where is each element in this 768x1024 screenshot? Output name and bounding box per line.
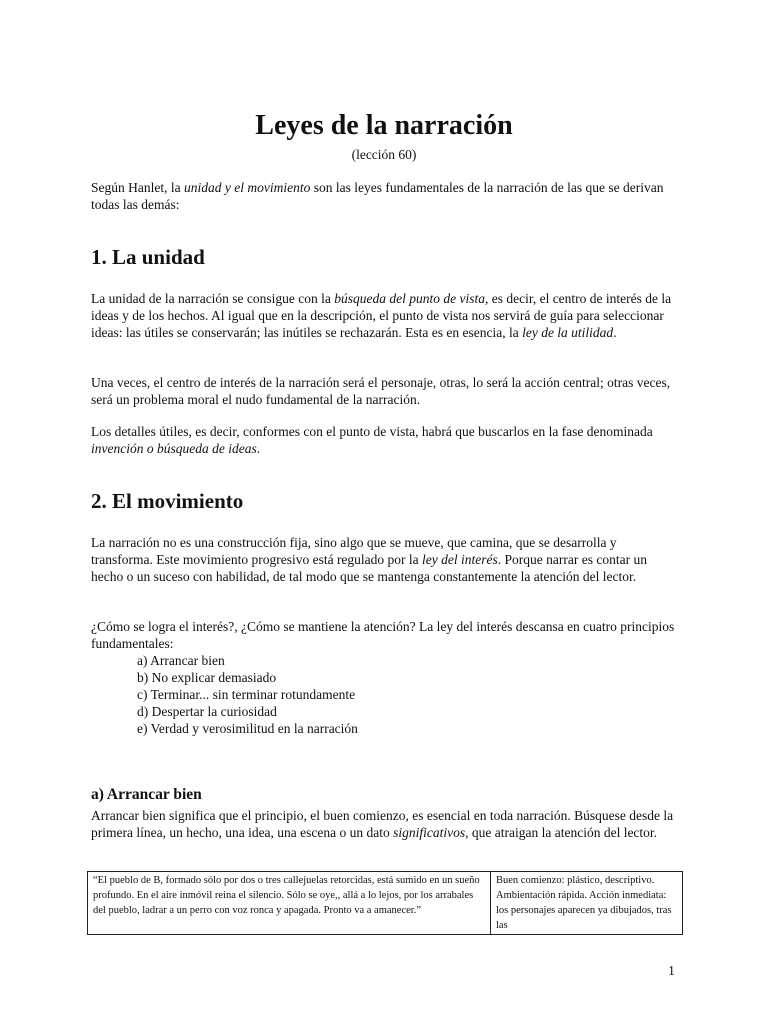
principles-list: [137, 652, 358, 737]
emphasis-run: ley de la utilidad: [522, 324, 614, 340]
list-item: d) Despertar la curiosidad: [137, 704, 277, 719]
document-title: Leyes de la narración: [255, 110, 513, 141]
emphasis-run: ley del interés: [422, 551, 498, 567]
emphasis-run: invención o búsqueda de ideas: [91, 440, 257, 456]
text-run: , es decir, el centro de interés de la ideas y de los hechos. Al igual que en la descripción, el punto de vista nos servirá de guía para seleccionar ideas: las útiles se conservarán; las inútiles se rechazarán. Esta es en esencia, la: [91, 291, 672, 340]
unidad-paragraph-2: Una veces, el centro de interés de la narración será el personaje, otras, lo será la acción central; otras veces, será un problema moral el nudo fundamental de la narración.: [91, 375, 671, 407]
emphasis-run: búsqueda del punto de vista: [334, 291, 486, 306]
movimiento-paragraph-1: [91, 535, 681, 585]
section-heading-unidad: 1. La unidad: [91, 245, 205, 269]
text-run: La narración no es una construcción fija, sino algo que se mueve, que camina, que se desarrolla y transforma. Este movimiento progresivo está regulado por la: [91, 535, 617, 567]
intro-text: Según Hanlet, la: [91, 180, 184, 195]
emphasis-run: significativos: [393, 824, 466, 840]
document-subtitle: (lección 60): [351, 147, 417, 162]
list-item: a) Arrancar bien: [137, 653, 225, 668]
movimiento-paragraph-2: ¿Cómo se logra el interés?, ¿Cómo se mantiene la atención? La ley del interés descansa en cuatro principios fundamentales:: [91, 619, 675, 651]
list-item: b) No explicar demasiado: [137, 670, 277, 685]
list-item: e) Verdad y verosimilitud en la narración: [137, 721, 358, 736]
list-item: c) Terminar... sin terminar rotundamente: [137, 687, 356, 702]
text-run: .: [613, 324, 617, 340]
page-number: 1: [668, 964, 675, 979]
text-run: La unidad de la narración se consigue con la: [91, 291, 335, 306]
unidad-paragraph-3: [91, 424, 681, 458]
table-row: [88, 872, 683, 935]
example-commentary-cell: Buen comienzo: plástico, descriptivo. Ambientación rápida. Acción inmediata: los personajes aparecen ya dibujados, tras las: [491, 872, 683, 935]
text-run: Arrancar bien significa que el principio, el buen comienzo, es esencial en toda narración. Búsquese desde la primera línea, un hecho, una idea, una escena o un dato: [91, 808, 674, 840]
text-run: . Porque narrar es contar un hecho o un suceso con habilidad, de tal modo que se mantenga constantemente la atención del lector.: [91, 551, 647, 584]
section-heading-movimiento: 2. El movimiento: [91, 489, 244, 513]
intro-paragraph: [91, 180, 681, 214]
intro-emphasis: unidad y el movimiento: [183, 180, 311, 195]
example-table: [87, 871, 683, 935]
text-run: .: [256, 440, 261, 456]
intro-text-cont: son las leyes fundamentales de la narración de las que se derivan todas las demás:: [91, 180, 664, 212]
unidad-paragraph-1: [91, 291, 681, 341]
subsection-heading-arrancar-bien: a) Arrancar bien: [91, 786, 202, 803]
arrancar-paragraph: [91, 808, 681, 842]
text-run: Los detalles útiles, es decir, conformes con el punto de vista, habrá que buscarlos en la fase denominada: [91, 424, 653, 439]
text-run: , que atraigan la atención del lector.: [465, 824, 658, 840]
example-quote-cell: “El pueblo de B, formado sólo por dos o tres callejuelas retorcidas, está sumido en un sueño profundo. En el aire inmóvil reina el silencio. Sólo se oye,, allá a lo lejos, por los arrabales del pueblo, ladrar a un perro con voz ronca y apagada. Pronto va a amanecer.”: [88, 872, 491, 935]
